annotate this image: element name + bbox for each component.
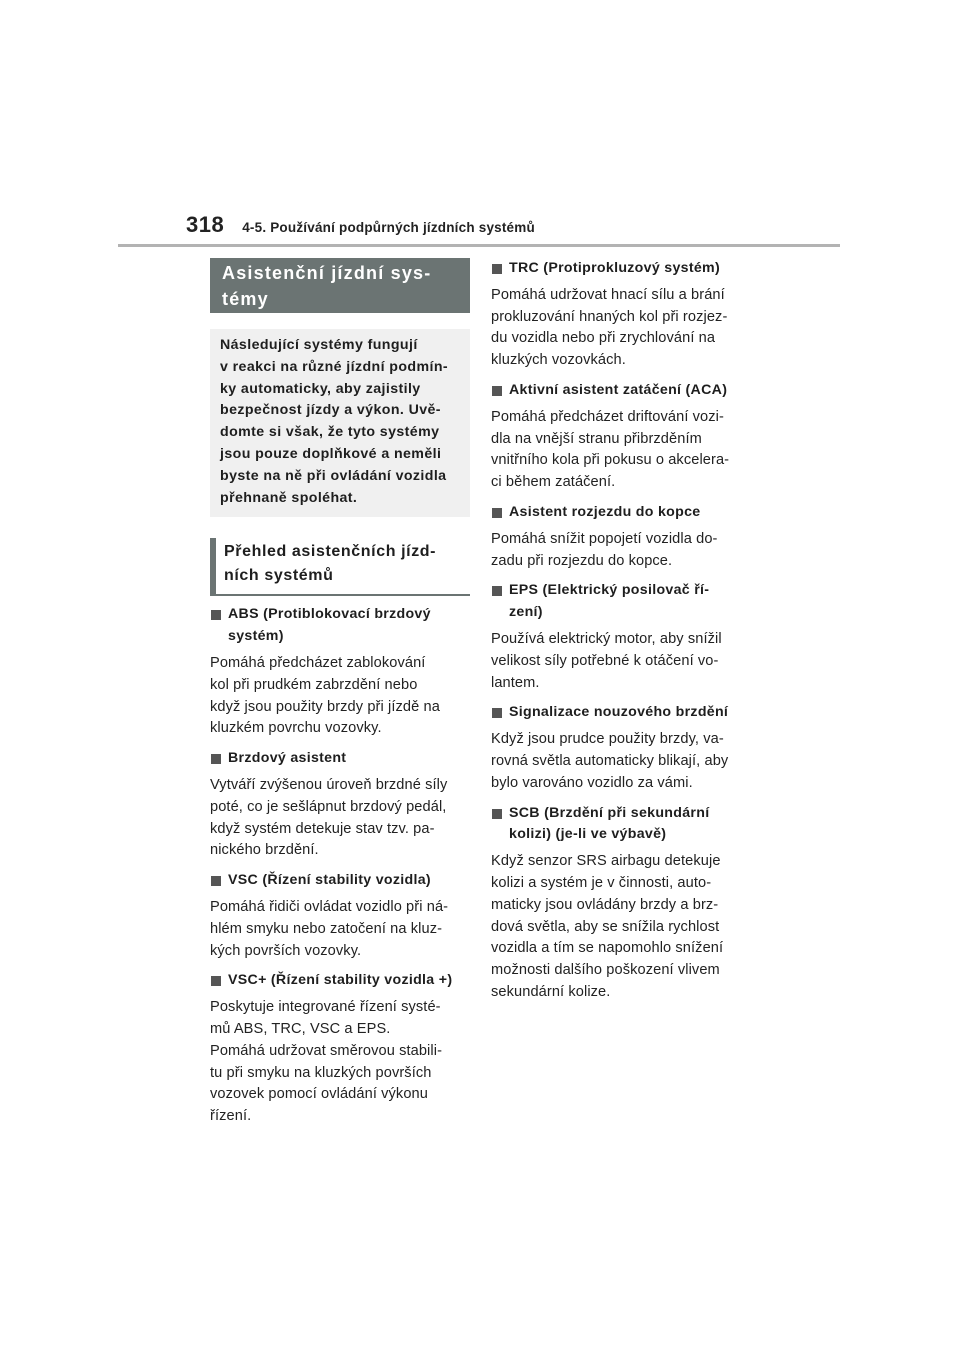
description-line: vnitřního kola při pokusu o akcelera- [491, 452, 730, 469]
system-item-title-line: VSC (Řízení stability vozidla) [228, 872, 431, 889]
intro-line: byste na ně při ovládání vozidla [220, 467, 447, 484]
subsection-title-line: Přehled asistenčních jízd- [224, 543, 437, 561]
subsection-title [224, 540, 470, 588]
description-line: vozidla a tím se napomohlo snížení [491, 940, 724, 957]
subsection-title-line: ních systémů [224, 567, 334, 585]
description-line: mů ABS, TRC, VSC a EPS. [210, 1020, 391, 1037]
system-item-description [210, 775, 470, 862]
system-item-title-line: Brzdový asistent [228, 750, 347, 767]
system-item-title [491, 258, 756, 280]
system-item-title [491, 380, 756, 402]
description-line: Poskytuje integrované řízení systé- [210, 999, 441, 1016]
system-item-description [491, 851, 756, 1004]
subsection-accent-bar [210, 538, 216, 596]
square-bullet-icon [492, 386, 502, 396]
system-item-title [210, 970, 470, 992]
right-column [491, 258, 756, 1012]
system-item [210, 970, 470, 1128]
description-line: Pomáhá udržovat směrovou stabili- [210, 1042, 443, 1059]
square-bullet-icon [211, 976, 221, 986]
description-line: Používá elektrický motor, aby snížil [491, 630, 722, 647]
intro-line: přehnaně spoléhat. [220, 489, 358, 506]
description-line: poté, co je sešlápnut brzdový pedál, [210, 798, 447, 815]
description-line: tu při smyku na kluzkých površích [210, 1064, 432, 1081]
system-item [491, 258, 756, 372]
system-item-title [210, 604, 470, 648]
intro-line: ky automaticky, aby zajistily [220, 380, 421, 397]
description-line: když jsou použity brzdy při jízdě na [210, 698, 440, 715]
section-title-line: Asistenční jízdní sys- [222, 263, 432, 283]
intro-box [210, 329, 470, 517]
system-item [491, 803, 756, 1004]
intro-line: v reakci na různé jízdní podmín- [220, 358, 449, 375]
description-line: lantem. [491, 674, 540, 691]
description-line: du vozidla nebo při zrychlování na [491, 330, 716, 347]
square-bullet-icon [211, 876, 221, 886]
chapter-title: 4-5. Používání podpůrných jízdních systémů [242, 220, 535, 235]
system-item-description [491, 729, 756, 794]
intro-line: jsou pouze doplňkové a neměli [220, 445, 442, 462]
system-item [491, 502, 756, 572]
system-item-description [491, 285, 756, 372]
description-line: nického brzdění. [210, 842, 319, 859]
description-line: Pomáhá udržovat hnací sílu a brání [491, 286, 725, 303]
square-bullet-icon [492, 508, 502, 518]
system-item-title [491, 580, 756, 624]
system-item-title [491, 803, 756, 847]
description-line: kol při prudkém zabrzdění nebo [210, 676, 418, 693]
system-item-title [491, 702, 756, 724]
system-item-description [210, 897, 470, 962]
page-number: 318 [186, 212, 225, 237]
intro-line: domte si však, že tyto systémy [220, 424, 440, 441]
system-item-title-line: Signalizace nouzového brzdění [509, 704, 729, 721]
description-line: sekundární kolize. [491, 983, 611, 1000]
square-bullet-icon [492, 264, 502, 274]
system-item-description [210, 997, 470, 1128]
description-line: velikost síly potřebné k otáčení vo- [491, 652, 719, 669]
description-line: kolizi a systém je v činnosti, auto- [491, 874, 712, 891]
description-line: zadu při rozjezdu do kopce. [491, 552, 673, 569]
system-item-title [491, 502, 756, 524]
system-item-title [210, 748, 470, 770]
description-line: Pomáhá předcházet driftování vozi- [491, 408, 724, 425]
description-line: kluzkém povrchu vozovky. [210, 720, 382, 737]
header-divider [118, 244, 840, 247]
subsection-heading [210, 538, 470, 596]
section-title-line: témy [222, 289, 269, 309]
description-line: maticky jsou ovládány brzdy a brz- [491, 896, 719, 913]
description-line: kluzkých vozovkách. [491, 352, 626, 369]
system-item-title-line: EPS (Elektrický posilovač ří- [509, 582, 710, 599]
system-item-title-line: systém) [228, 628, 284, 645]
system-item-title-line: Aktivní asistent zatáčení (ACA) [509, 381, 728, 398]
description-line: možnosti dalšího poškození vlivem [491, 962, 720, 979]
system-item-description [210, 653, 470, 740]
description-line: Když jsou prudce použity brzdy, va- [491, 731, 724, 748]
square-bullet-icon [492, 708, 502, 718]
left-column [210, 258, 470, 1136]
system-item-description [491, 529, 756, 573]
system-item-description [491, 407, 756, 494]
system-item-title-line: Asistent rozjezdu do kopce [509, 503, 701, 520]
system-item-title-line: ABS (Protiblokovací brzdový [228, 606, 431, 623]
description-line: když systém detekuje stav tzv. pa- [210, 820, 435, 837]
description-line: dla na vnější stranu přibrzděním [491, 430, 702, 447]
square-bullet-icon [211, 610, 221, 620]
system-item-title-line: zení) [509, 604, 543, 621]
system-item [210, 748, 470, 862]
description-line: Pomáhá snížit popojetí vozidla do- [491, 530, 718, 547]
description-line: vozovek pomocí ovládání výkonu [210, 1086, 428, 1103]
system-item-title-line: SCB (Brzdění při sekundární [509, 804, 710, 821]
system-item-title [210, 870, 470, 892]
description-line: dová světla, aby se snížila rychlost [491, 918, 720, 935]
square-bullet-icon [492, 586, 502, 596]
description-line: řízení. [210, 1108, 252, 1125]
intro-line: Následující systémy fungují [220, 337, 418, 353]
system-item [210, 870, 470, 962]
description-line: kých površích vozovky. [210, 942, 362, 959]
system-item-title-line: VSC+ (Řízení stability vozidla +) [228, 972, 453, 989]
system-item-title-line: kolizi) (je-li ve výbavě) [509, 826, 667, 843]
items-list-left [210, 604, 470, 1128]
system-item [210, 604, 470, 740]
system-item [491, 380, 756, 494]
system-item [491, 580, 756, 694]
system-item-title-line: TRC (Protiprokluzový systém) [509, 260, 721, 276]
description-line: prokluzování hnaných kol při rozjez- [491, 308, 728, 325]
description-line: bylo varováno vozidlo za vámi. [491, 774, 693, 791]
square-bullet-icon [211, 754, 221, 764]
system-item [491, 702, 756, 794]
description-line: Vytváří zvýšenou úroveň brzdné síly [210, 776, 448, 793]
description-line: Pomáhá řidiči ovládat vozidlo při ná- [210, 898, 449, 915]
description-line: hlém smyku nebo zatočení na kluz- [210, 920, 443, 937]
description-line: Pomáhá předcházet zablokování [210, 654, 426, 671]
section-title [210, 258, 470, 313]
square-bullet-icon [492, 809, 502, 819]
description-line: Když senzor SRS airbagu detekuje [491, 853, 721, 870]
page-header [186, 212, 535, 238]
description-line: ci během zatáčení. [491, 474, 616, 491]
system-item-description [491, 629, 756, 694]
intro-line: bezpečnost jízdy a výkon. Uvě- [220, 402, 441, 419]
description-line: rovná světla automaticky blikají, aby [491, 752, 729, 769]
